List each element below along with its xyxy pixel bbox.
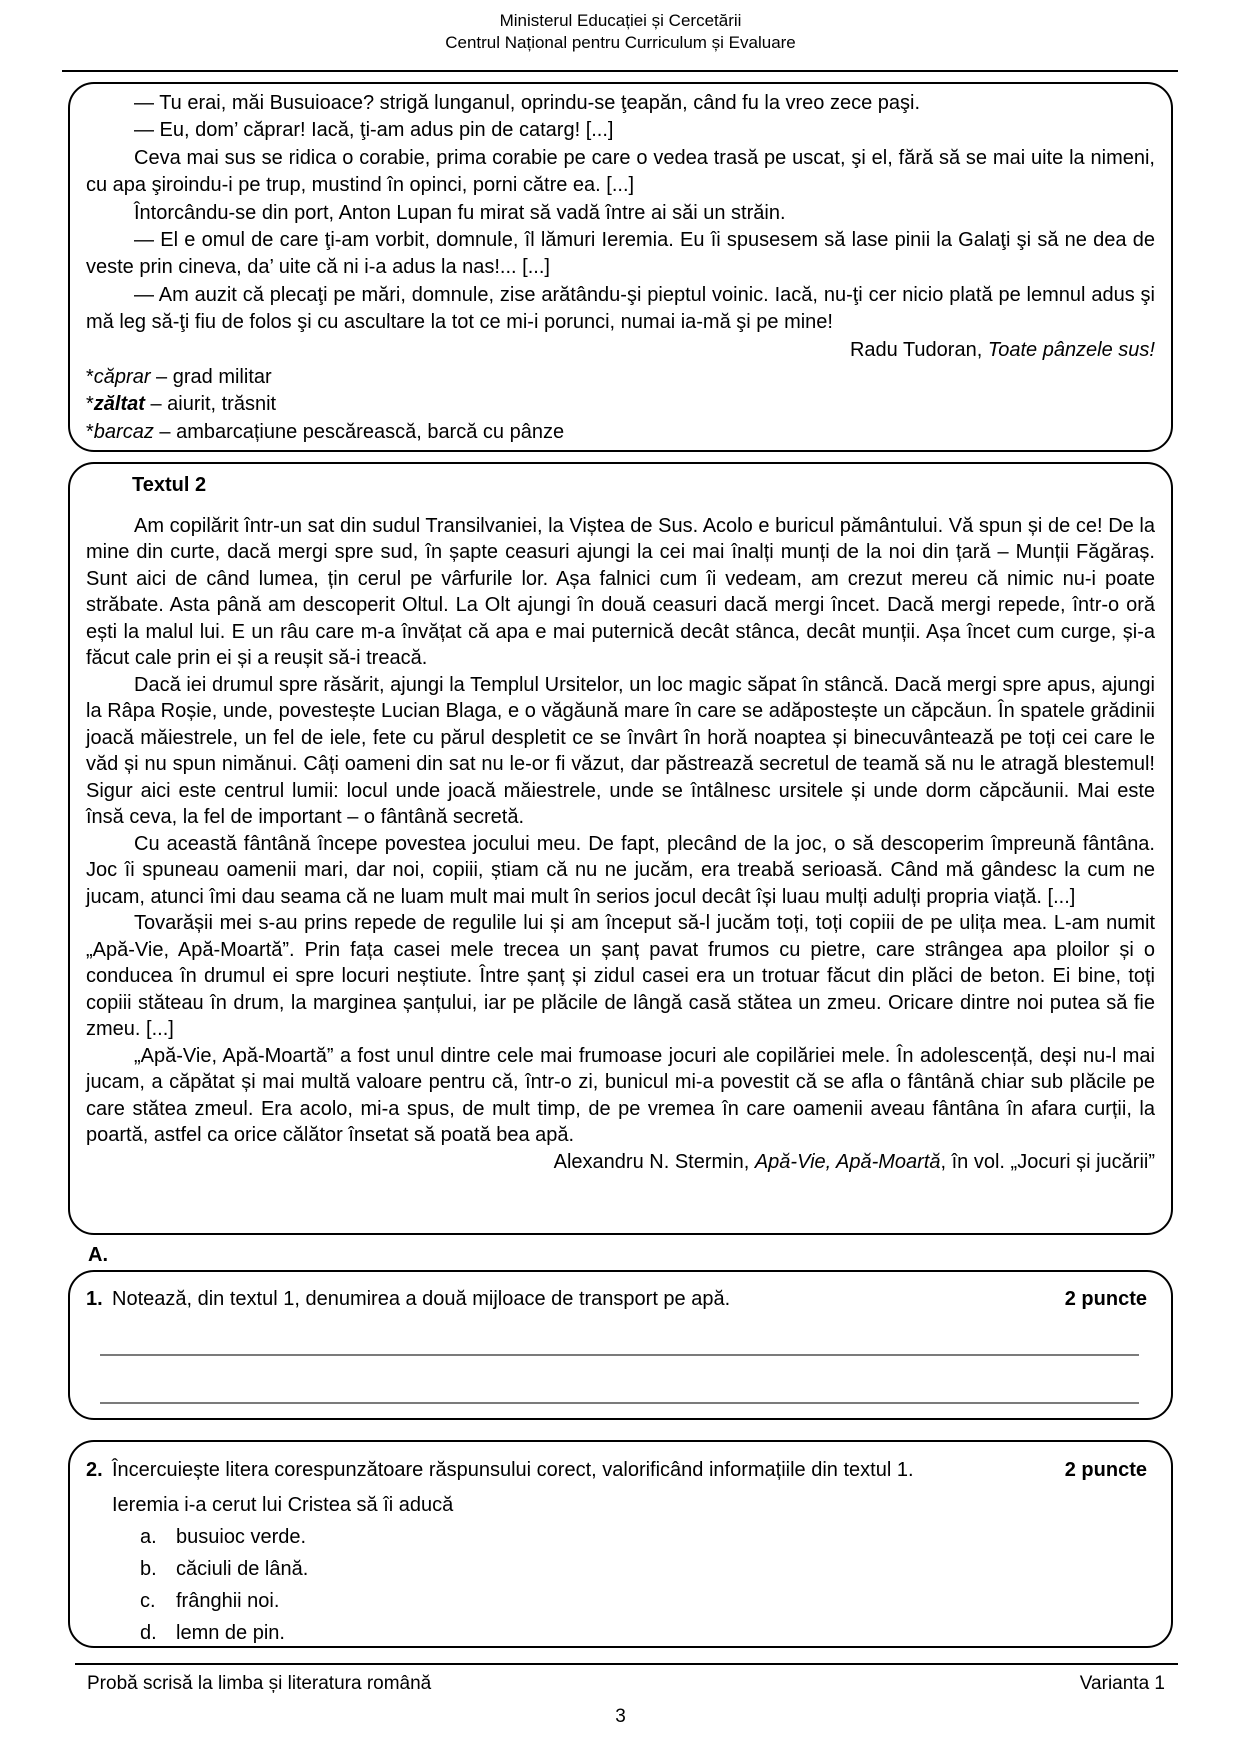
answer-line[interactable] xyxy=(100,1402,1139,1404)
option-d[interactable] xyxy=(140,1620,1155,1646)
option-letter: c. xyxy=(140,1590,156,1612)
footnote-definition: – aiurit, trăsnit xyxy=(144,393,277,416)
text1-attribution xyxy=(86,337,1155,364)
question-text: Notează, din textul 1, denumirea a două mijloace de transport pe apă. xyxy=(112,1288,731,1310)
text2-box xyxy=(68,462,1173,1235)
footer-left-text: Probă scrisă la limba și literatura română xyxy=(87,1673,432,1694)
points-badge: 2 puncte xyxy=(1064,1459,1147,1481)
option-text: busuioc verde. xyxy=(176,1526,307,1548)
option-c[interactable] xyxy=(140,1588,1155,1614)
text2-paragraph: Am copilărit într-un sat din sudul Transilvaniei, la Viștea de Sus. Acolo e buricul pământului. Vă spun și de ce! De la mine din curte, dacă mergi spre sud, în șapte ceasuri ajungi la cei mai înalți munți de la noi din țară – Munții Făgăraș. Sunt aici de când lumea, țin cerul pe vârfurile lor. Așa falnici cum îi vedeam, am crezut mereu că nimic nu-i poate străbate. Asta până am descoperit Oltul. La Olt ajungi în două ceasuri dacă mergi încet. Dacă mergi repede, într-o oră ești la malul lui. E un râu care m-a învățat că apa e mai puternică decât stânca, decât munții. Așa încet cum curge, și-a făcut cale prin ei și a reușit să-i treacă. xyxy=(86,514,1155,669)
attribution-work-title: Apă-Vie, Apă-Moartă xyxy=(754,1150,941,1173)
option-text: frânghii noi. xyxy=(176,1590,280,1612)
option-text: căciuli de lână. xyxy=(176,1558,309,1580)
question2-header xyxy=(86,1457,1155,1483)
page-footer xyxy=(87,1672,1165,1696)
text2-paragraph: „Apă-Vie, Apă-Moartă” a fost unul dintre cele mai frumoase jocuri ale copilăriei mele. În adolescență, deși nu-l mai jucam, a căpătat și mai multă valoare pentru că, într-o zi, bunicul mi-a povestit că se afla o fântână chiar sub plăcile pe care stătea zmeul. Era acolo, mi-a spus, de mult timp, de pe vremea în care oamenii aveau fântâna în afara curții, la poartă, astfel ca orice călător însetat să poată bea apă. xyxy=(86,1044,1155,1146)
page-header xyxy=(0,0,1241,54)
text2-paragraph: Cu această fântână începe povestea jocului meu. De fapt, plecând de la joc, o să descoperim împreună fântâna. Joc îi spuneau oamenii mari, dar noi, copiii, știam că nu ne jucăm, era treabă serioasă. Când mă gândesc la cum ne jucam, atunci îmi dau seama că ne luam mult mai mult în serios jocul decât își luau mulți adulți propria viață. [...] xyxy=(86,832,1155,908)
text1-paragraph: Întorcându-se din port, Anton Lupan fu mirat să vadă între ai săi un străin. xyxy=(134,201,786,224)
footnote-term: căprar xyxy=(93,366,151,389)
attribution-work-title: Toate pânzele sus! xyxy=(987,338,1155,361)
header-line-2: Centrul Național pentru Curriculum și Evaluare xyxy=(445,33,796,52)
option-text: lemn de pin. xyxy=(176,1622,285,1644)
attribution-author: Radu Tudoran, xyxy=(849,338,988,361)
question-stem: Ieremia i-a cerut lui Cristea să îi aducă xyxy=(112,1494,454,1516)
question1-box xyxy=(68,1270,1173,1420)
option-a[interactable] xyxy=(140,1524,1155,1550)
text1-paragraph: — Am auzit că plecaţi pe mări, domnule, zise arătându-şi pieptul voinic. Iacă, nu-ţi cer nicio plată pe lemnul adus şi mă leg să-ţi fiu de folos şi cu ascultare la tot ce mi-i porunci, numai ia-mă şi pe mine! xyxy=(86,283,1155,334)
question2-box xyxy=(68,1440,1173,1648)
question-number: 1. xyxy=(86,1288,103,1310)
footnote-marker: * xyxy=(86,420,94,443)
section-a-label: A. xyxy=(88,1244,108,1266)
question-text: Încercuiește litera corespunzătoare răspunsului corect, valorificând informațiile din textul 1. xyxy=(112,1459,914,1481)
text1-paragraph: — El e omul de care ţi-am vorbit, domnule, îl lămuri Ieremia. Eu îi spusesem să lase pinii la Galaţi şi să ne dea de veste prin cineva, da’ uite că ni i-a adus la nas!... [...] xyxy=(86,229,1155,279)
option-letter: d. xyxy=(140,1622,157,1644)
text1-box xyxy=(68,82,1173,452)
option-letter: b. xyxy=(140,1558,157,1580)
option-b[interactable] xyxy=(140,1556,1155,1582)
text2-paragraph: Dacă iei drumul spre răsărit, ajungi la Templul Ursitelor, un loc magic săpat în stâncă. Dacă mergi spre apus, ajungi la Râpa Roșie, unde, povestește Lucian Blaga, e o văgăună mare în care se adăpostește un căpcăun. În spatele grădinii joacă măiestrele, un fel de iele, fete cu părul despletit ce se învârt în horă noaptea și binecuvântează pe toți cei care le văd și nu spun nimănui. Câți oameni din sat nu le-or fi văzut, dar păstrează secretul de teamă să nu le atragă blestemul! Sigur aici este centrul lumii: locul unde joacă măiestrele, unde se întâlnesc ursitele și unde dorm căpcăunii. Mai este însă ceva, la fel de important – o fântână secretă. xyxy=(86,673,1155,828)
text2-title: Textul 2 xyxy=(132,474,207,496)
footnote-definition: – ambarcațiune pescărească, barcă cu pânze xyxy=(153,420,565,443)
header-divider xyxy=(62,70,1178,72)
footnote xyxy=(86,419,1155,446)
footnote-marker: * xyxy=(86,366,94,389)
text2-attribution xyxy=(86,1149,1155,1176)
answer-line[interactable] xyxy=(100,1354,1139,1356)
question-number: 2. xyxy=(86,1459,103,1481)
footnote-marker: * xyxy=(86,393,94,416)
footnote-definition: – grad militar xyxy=(150,366,272,389)
points-badge: 2 puncte xyxy=(1064,1288,1147,1310)
text1-paragraph: — Tu erai, măi Busuioace? strigă lunganul, oprindu-se ţeapăn, când fu la vreo zece paşi. xyxy=(134,92,921,114)
attribution-author: Alexandru N. Stermin, xyxy=(553,1150,755,1173)
question1-header xyxy=(86,1286,1155,1312)
option-letter: a. xyxy=(140,1526,157,1548)
footer-variant-label: Varianta 1 xyxy=(1079,1673,1165,1694)
footnote-term: zăltat xyxy=(93,393,145,416)
page-number: 3 xyxy=(615,1706,626,1727)
footer-divider xyxy=(75,1663,1178,1665)
text1-paragraph: Ceva mai sus se ridica o corabie, prima corabie pe care o vedea trasă pe uscat, şi el, fără să se mai uite la nimeni, cu apa şiroindu-i pe trup, mustind în opinci, porni către ea. [...] xyxy=(86,146,1155,197)
footnote xyxy=(86,391,1155,418)
footnote xyxy=(86,364,1155,391)
attribution-suffix: , în vol. „Jocuri și jucării” xyxy=(940,1150,1155,1173)
text1-paragraph: — Eu, dom’ căprar! Iacă, ţi-am adus pin de catarg! [...] xyxy=(134,119,614,142)
footnote-term: barcaz xyxy=(93,420,154,443)
header-line-1: Ministerul Educației și Cercetării xyxy=(499,11,742,30)
text2-paragraph: Tovarășii mei s-au prins repede de regulile lui și am început să-l jucăm toți, toți copiii de pe ulița mea. L-am numit „Apă-Vie, Apă-Moartă”. Prin fața casei mele trecea un șanț pavat frumos cu pietre, care strângea apa ploilor și o conducea în drumul ei spre locuri neștiute. Între șanț și zidul casei era un trotuar făcut din plăci de beton. Ei bine, toți copiii stăteau în drum, la marginea șanțului, iar pe plăcile de lângă casă stătea un zmeu. Oricare dintre noi putea să fie zmeu. [...] xyxy=(86,912,1155,1040)
